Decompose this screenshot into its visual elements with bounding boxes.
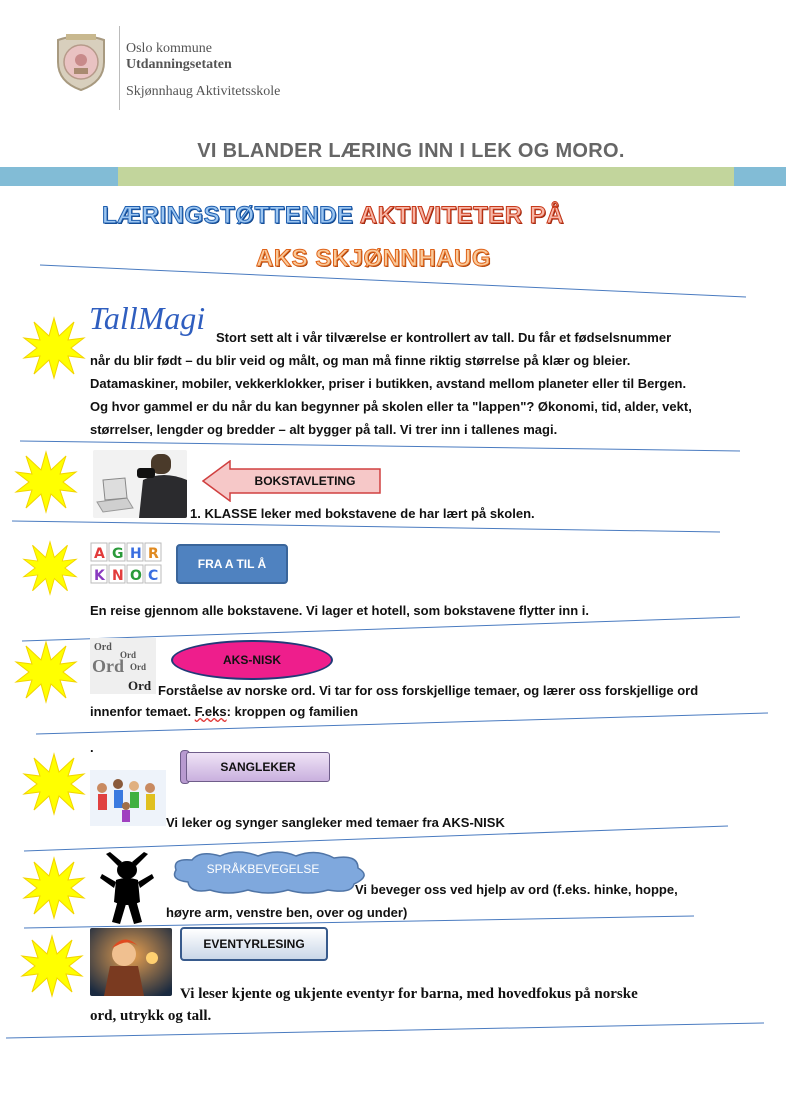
aks-nisk-text-feks: F.eks (194, 704, 227, 719)
svg-text:Ord: Ord (94, 642, 112, 653)
org-name: Oslo kommune (126, 41, 212, 56)
sprakbevegelse-label: SPRÅKBEVEGELSE (206, 862, 320, 876)
ord-words-image (90, 638, 156, 694)
headline-part2: AKTIVITETER PÅ (359, 202, 565, 229)
star-icon (14, 640, 78, 704)
eventyrlesing-text-line2: ord, utrykk og tall. (90, 1008, 212, 1024)
svg-text:O: O (130, 568, 142, 584)
star-icon (22, 856, 86, 920)
svg-text:Ord: Ord (120, 650, 137, 660)
svg-text:C: C (148, 568, 159, 584)
aks-nisk-text-c: : kroppen og familien (226, 704, 359, 719)
sangleker-scroll[interactable] (180, 748, 330, 784)
svg-text:K: K (94, 568, 105, 584)
stray-dot: . (90, 740, 94, 755)
fra-a-til-aa-button[interactable]: FRA A TIL Å (176, 544, 288, 584)
jumping-child-silhouette-icon (98, 852, 156, 928)
sangleker-text: Vi leker og synger sangleker med temaer fra AKS-NISK (166, 815, 505, 830)
svg-text:Ord: Ord (130, 662, 147, 672)
aks-nisk-button[interactable]: AKS-NISK (171, 640, 333, 680)
aks-nisk-text-a: innenfor temaet. (90, 704, 195, 719)
sprakbevegelse-text-line1: Vi beveger oss ved hjelp av ord (f.eks. hinke, hoppe, (355, 882, 678, 897)
headline-part1: LÆRINGSTØTTENDE (102, 202, 354, 229)
tallmagi-text-first: Stort sett alt i vår tilværelse er kontrollert av tall. Du får et fødselsnummer (216, 330, 672, 345)
svg-text:R: R (148, 546, 159, 562)
star-icon (22, 316, 86, 380)
star-icon (22, 752, 86, 816)
eventyrlesing-text-line1: Vi leser kjente og ukjente eventyr for barna, med hovedfokus på norske (180, 986, 638, 1002)
org-department: Utdanningsetaten (126, 57, 232, 72)
sangleker-label: SANGLEKER (186, 752, 330, 782)
tallmagi-text: når du blir født – du blir veid og målt, og man må finne riktig størrelse på klær og bleier. Datamaskiner, mobiler, vekkerklokker, priser i butikken, avstand mellom planeter eller til Bergen. Og hvor gammel er du når du kan begynner på skolen eller ta "lappen"? Økonomi, tid, alder, vekt, størrelser, lengder og bredder – alt bygger på tall. Vi trer inn i tallenes magi. (90, 353, 692, 437)
star-icon (20, 934, 84, 998)
svg-text:H: H (130, 546, 142, 562)
eventyrlesing-button[interactable]: EVENTYRLESING (180, 927, 328, 961)
svg-text:A: A (94, 546, 105, 562)
star-icon (14, 450, 78, 514)
svg-text:G: G (112, 546, 124, 562)
aks-nisk-text-line1: Forståelse av norske ord. Vi tar for oss forskjellige temaer, og lærer oss forskjellige ord (158, 683, 699, 698)
bokstavleting-arrow[interactable] (202, 460, 382, 502)
tallmagi-title: TallMagi (89, 300, 206, 336)
bokstavleting-label: BOKSTAVLETING (254, 474, 356, 488)
sprakbevegelse-cloud[interactable] (168, 850, 372, 894)
tagline: VI BLANDER LÆRING INN I LEK OG MORO. (197, 140, 625, 162)
businessman-binoculars-image (93, 450, 187, 518)
svg-text:N: N (112, 568, 124, 584)
fra-a-til-aa-text: En reise gjennom alle bokstavene. Vi lager et hotell, som bokstavene flytter inn i. (90, 603, 589, 618)
fairytale-illustration-image (90, 928, 172, 996)
sprakbevegelse-text-line2: høyre arm, venstre ben, over og under) (166, 905, 408, 920)
letter-blocks-image (90, 542, 166, 586)
star-icon (22, 540, 78, 596)
dancing-children-image (90, 770, 166, 826)
school-name: Skjønnhaug Aktivitetsskole (126, 84, 281, 99)
svg-text:Ord: Ord (128, 678, 152, 693)
aks-nisk-text-line2 (90, 700, 358, 723)
svg-text:Ord: Ord (92, 656, 125, 676)
headline-line2: AKS SKJØNNHAUG (256, 245, 492, 272)
bokstavleting-text: 1. KLASSE leker med bokstavene de har lært på skolen. (190, 506, 535, 521)
